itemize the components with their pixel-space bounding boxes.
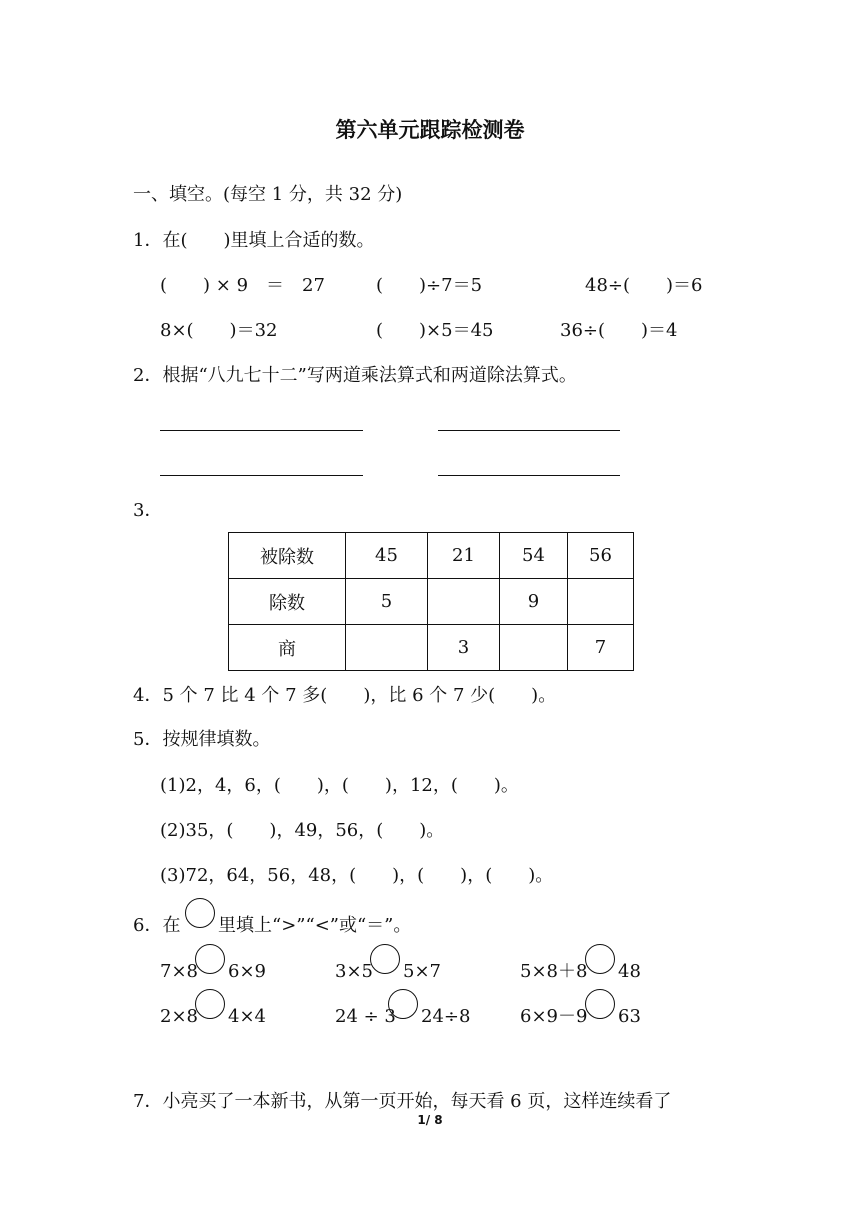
table-cell: 除数 (229, 579, 346, 625)
question-4-stem: 4．5 个 7 比 4 个 7 多( )，比 6 个 7 少( )。 (133, 685, 557, 706)
q6-left: 6×9－9 (520, 1006, 588, 1027)
answer-line[interactable] (438, 430, 620, 431)
table-cell[interactable] (500, 625, 568, 671)
answer-line[interactable] (160, 475, 363, 476)
q1-item: 8×( )＝32 (160, 320, 278, 341)
table-cell: 54 (500, 533, 568, 579)
q6-right: 63 (618, 1006, 641, 1027)
table-cell[interactable] (568, 579, 634, 625)
question-6-stem: 6．在 (133, 915, 181, 936)
question-3-stem: 3． (133, 500, 163, 521)
question-5-stem: 5．按规律填数。 (133, 729, 271, 750)
table-cell: 7 (568, 625, 634, 671)
q1-item: ( ) × 9 ＝ 27 (160, 275, 325, 296)
q5-item: (3)72，64，56，48，( )，( )，( )。 (160, 865, 554, 886)
q6-right: 48 (618, 961, 641, 982)
answer-line[interactable] (438, 475, 620, 476)
compare-circle-icon (185, 898, 215, 928)
q6-left: 2×8 (160, 1006, 198, 1027)
table-cell: 3 (428, 625, 500, 671)
q1-item: ( )÷7＝5 (376, 275, 483, 296)
table-cell: 5 (346, 579, 428, 625)
q6-left: 5×8＋8 (520, 961, 588, 982)
page-title: 第六单元跟踪检测卷 (335, 118, 525, 142)
page-number: 1/ 8 (417, 1113, 443, 1127)
table-cell[interactable] (346, 625, 428, 671)
compare-circle-icon[interactable] (370, 944, 400, 974)
table-cell[interactable] (428, 579, 500, 625)
question-2-stem: 2．根据“八九七十二”写两道乘法算式和两道除法算式。 (133, 365, 577, 386)
answer-line[interactable] (160, 430, 363, 431)
compare-circle-icon[interactable] (585, 944, 615, 974)
table-row (229, 625, 634, 671)
table-cell: 被除数 (229, 533, 346, 579)
q5-item: (2)35，( )，49，56，( )。 (160, 820, 445, 841)
q6-left: 7×8 (160, 961, 198, 982)
q5-item: (1)2，4，6，( )，( )，12，( )。 (160, 775, 519, 796)
compare-circle-icon[interactable] (585, 989, 615, 1019)
q6-right: 4×4 (228, 1006, 266, 1027)
table-cell: 商 (229, 625, 346, 671)
table-row (229, 533, 634, 579)
q1-item: 48÷( )＝6 (585, 275, 703, 296)
q6-left: 3×5 (335, 961, 373, 982)
compare-circle-icon[interactable] (195, 989, 225, 1019)
division-table (228, 532, 634, 671)
table-row (229, 579, 634, 625)
q6-left: 24 ÷ 3 (335, 1006, 396, 1027)
q6-right: 6×9 (228, 961, 266, 982)
table-cell: 56 (568, 533, 634, 579)
question-7-stem: 7．小亮买了一本新书，从第一页开始，每天看 6 页，这样连续看了 (133, 1091, 672, 1112)
section-heading: 一、填空。(每空 1 分，共 32 分) (133, 184, 403, 205)
q6-right: 24÷8 (421, 1006, 471, 1027)
table-cell: 45 (346, 533, 428, 579)
q6-right: 5×7 (403, 961, 441, 982)
compare-circle-icon[interactable] (195, 944, 225, 974)
question-1-stem: 1．在( )里填上合适的数。 (133, 230, 375, 251)
question-6-stem: 里填上“>”“<”或“＝”。 (218, 915, 412, 936)
table-cell: 9 (500, 579, 568, 625)
q1-item: 36÷( )＝4 (560, 320, 678, 341)
q1-item: ( )×5＝45 (376, 320, 494, 341)
table-cell: 21 (428, 533, 500, 579)
compare-circle-icon[interactable] (388, 989, 418, 1019)
